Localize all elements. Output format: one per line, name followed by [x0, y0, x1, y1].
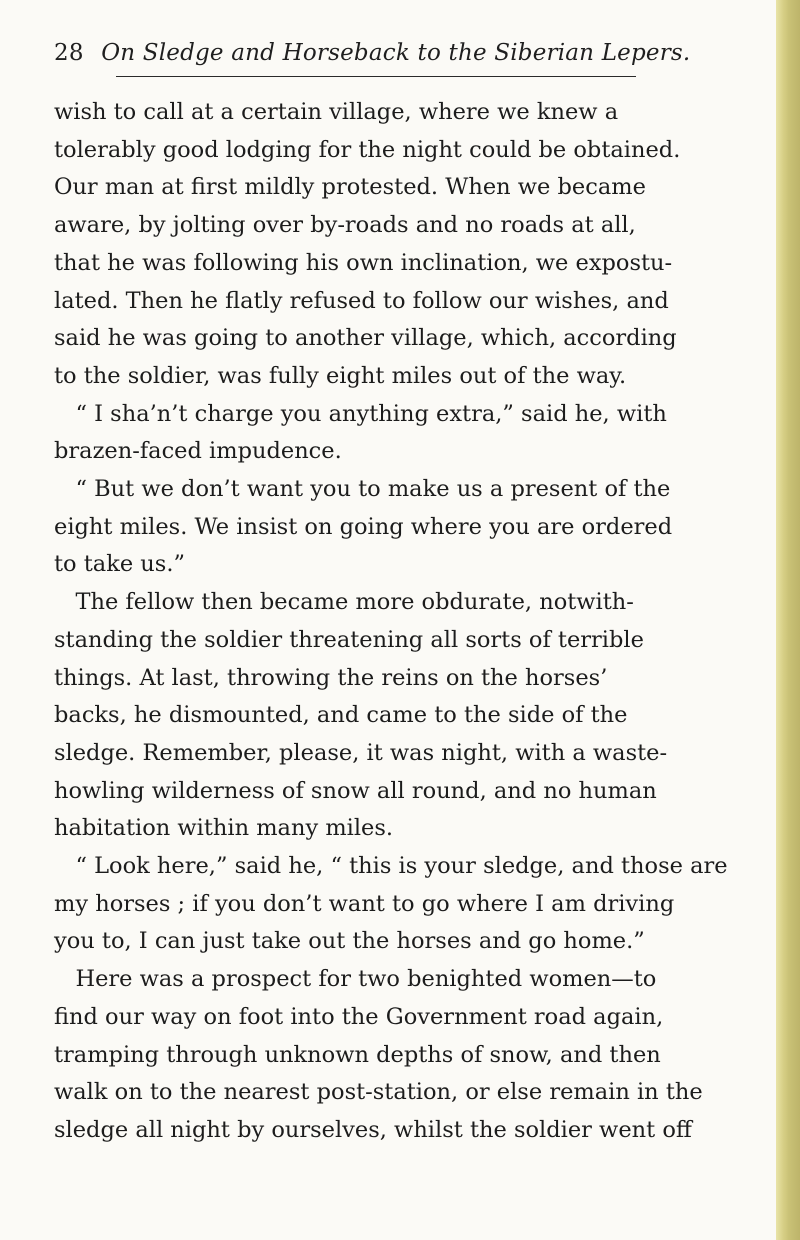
text-line: to the soldier, was fully eight miles out of the way. [54, 362, 627, 389]
text-line: Here was a prospect for two benighted women—to [54, 966, 657, 993]
text-line: tramping through unknown depths of snow, and then [54, 1041, 661, 1068]
text-line: said he was going to another village, which, according [54, 325, 677, 352]
text-line: habitation within many miles. [54, 815, 394, 842]
text-line: “ I sha’n’t charge you anything extra,” said he, with [54, 400, 667, 427]
text-line: sledge all night by ourselves, whilst the soldier went off [54, 1116, 692, 1143]
text-line: to take us.” [54, 551, 185, 578]
text-line: that he was following his own inclination, we expostu- [54, 249, 673, 276]
text-line: sledge. Remember, please, it was night, with a waste- [54, 739, 668, 766]
text-line: “ But we don’t want you to make us a present of the [54, 476, 671, 503]
text-line: “ Look here,” said he, “ this is your sledge, and those are [54, 853, 728, 880]
text-line: my horses ; if you don’t want to go where I am driving [54, 890, 675, 917]
text-line: things. At last, throwing the reins on the horses’ [54, 664, 608, 691]
text-line: you to, I can just take out the horses and go home.” [54, 928, 645, 955]
text-line: aware, by jolting over by-roads and no roads at all, [54, 212, 636, 239]
running-title: On Sledge and Horseback to the Siberian Lepers. [101, 40, 691, 66]
text-line: brazen-faced impudence. [54, 438, 342, 465]
text-line: lated. Then he flatly refused to follow our wishes, and [54, 287, 669, 314]
text-line: find our way on foot into the Government road again, [54, 1003, 664, 1030]
text-line: backs, he dismounted, and came to the side of the [54, 702, 628, 729]
text-line: tolerably good lodging for the night could be obtained. [54, 136, 681, 163]
body-text [54, 94, 774, 1150]
text-line: The fellow then became more obdurate, notwith- [54, 589, 634, 616]
text-line: standing the soldier threatening all sorts of terrible [54, 626, 644, 653]
text-line: howling wilderness of snow all round, and no human [54, 777, 657, 804]
page-header [54, 40, 690, 66]
page-number: 28 [54, 40, 84, 66]
text-line: wish to call at a certain village, where we knew a [54, 99, 619, 125]
page-edge-shadow [776, 0, 800, 1240]
header-rule [116, 76, 636, 77]
text-line: Our man at first mildly protested. When we became [54, 174, 646, 201]
text-line: walk on to the nearest post-station, or else remain in the [54, 1079, 703, 1106]
text-line: eight miles. We insist on going where you are ordered [54, 513, 673, 540]
